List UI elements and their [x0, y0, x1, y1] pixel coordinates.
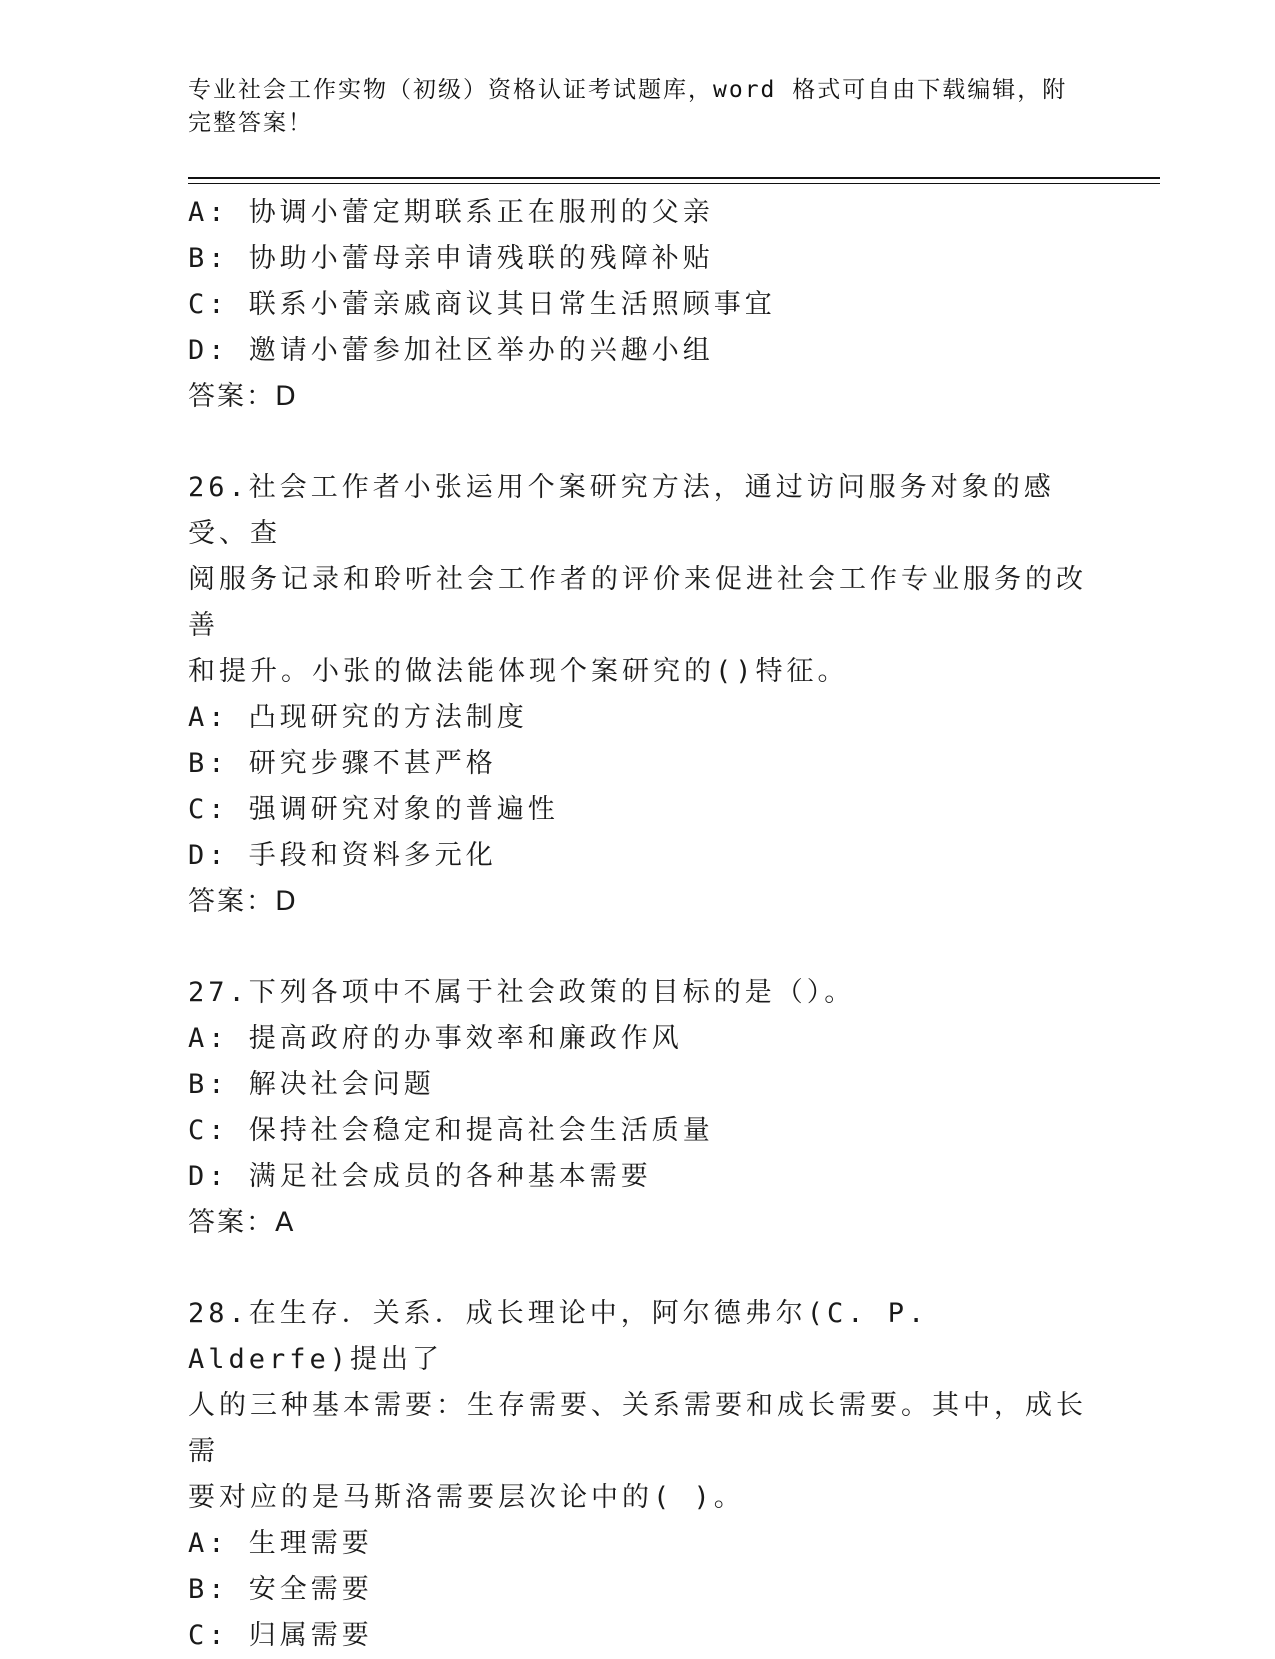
question-stem-line: 要对应的是马斯洛需要层次论中的( )。	[188, 1482, 745, 1513]
option-d: D: 手段和资料多元化	[188, 840, 497, 871]
question-25	[188, 190, 1088, 420]
option-b: B: 研究步骤不甚严格	[188, 748, 497, 779]
option-c: C: 归属需要	[188, 1620, 373, 1651]
option-a: A: 生理需要	[188, 1528, 373, 1559]
option-a: A: 提高政府的办事效率和廉政作风	[188, 1023, 683, 1054]
answer: 答案：A	[188, 1207, 296, 1238]
question-stem-line: 阅服务记录和聆听社会工作者的评价来促进社会工作专业服务的改善	[188, 564, 1087, 641]
option-b: B: 解决社会问题	[188, 1069, 435, 1100]
question-stem-line: 26.社会工作者小张运用个案研究方法，通过访问服务对象的感受、查	[188, 472, 1055, 549]
answer: 答案：D	[188, 886, 298, 917]
header-rule-thin	[188, 183, 1160, 184]
option-c: C: 强调研究对象的普遍性	[188, 794, 559, 825]
option-d: D: 邀请小蕾参加社区举办的兴趣小组	[188, 335, 714, 366]
question-26	[188, 465, 1088, 925]
question-28	[188, 1291, 1088, 1659]
question-stem-line: 和提升。小张的做法能体现个案研究的()特征。	[188, 656, 849, 687]
question-content	[188, 190, 1088, 1659]
option-a: A: 协调小蕾定期联系正在服刑的父亲	[188, 197, 714, 228]
header-rule-thick	[188, 177, 1160, 179]
question-stem-line: 28.在生存．关系．成长理论中，阿尔德弗尔(C. P. Alderfe)提出了	[188, 1298, 929, 1375]
option-c: C: 联系小蕾亲戚商议其日常生活照顾事宜	[188, 289, 776, 320]
option-d: D: 满足社会成员的各种基本需要	[188, 1161, 652, 1192]
question-stem-line: 人的三种基本需要：生存需要、关系需要和成长需要。其中，成长需	[188, 1390, 1087, 1467]
question-27	[188, 970, 1088, 1246]
question-stem-line: 27.下列各项中不属于社会政策的目标的是（）。	[188, 977, 856, 1008]
option-a: A: 凸现研究的方法制度	[188, 702, 528, 733]
answer: 答案：D	[188, 381, 298, 412]
document-header: 专业社会工作实物（初级）资格认证考试题库，word 格式可自由下载编辑，附完整答案！	[188, 77, 1068, 136]
option-b: B: 安全需要	[188, 1574, 373, 1605]
option-c: C: 保持社会稳定和提高社会生活质量	[188, 1115, 714, 1146]
option-b: B: 协助小蕾母亲申请残联的残障补贴	[188, 243, 714, 274]
